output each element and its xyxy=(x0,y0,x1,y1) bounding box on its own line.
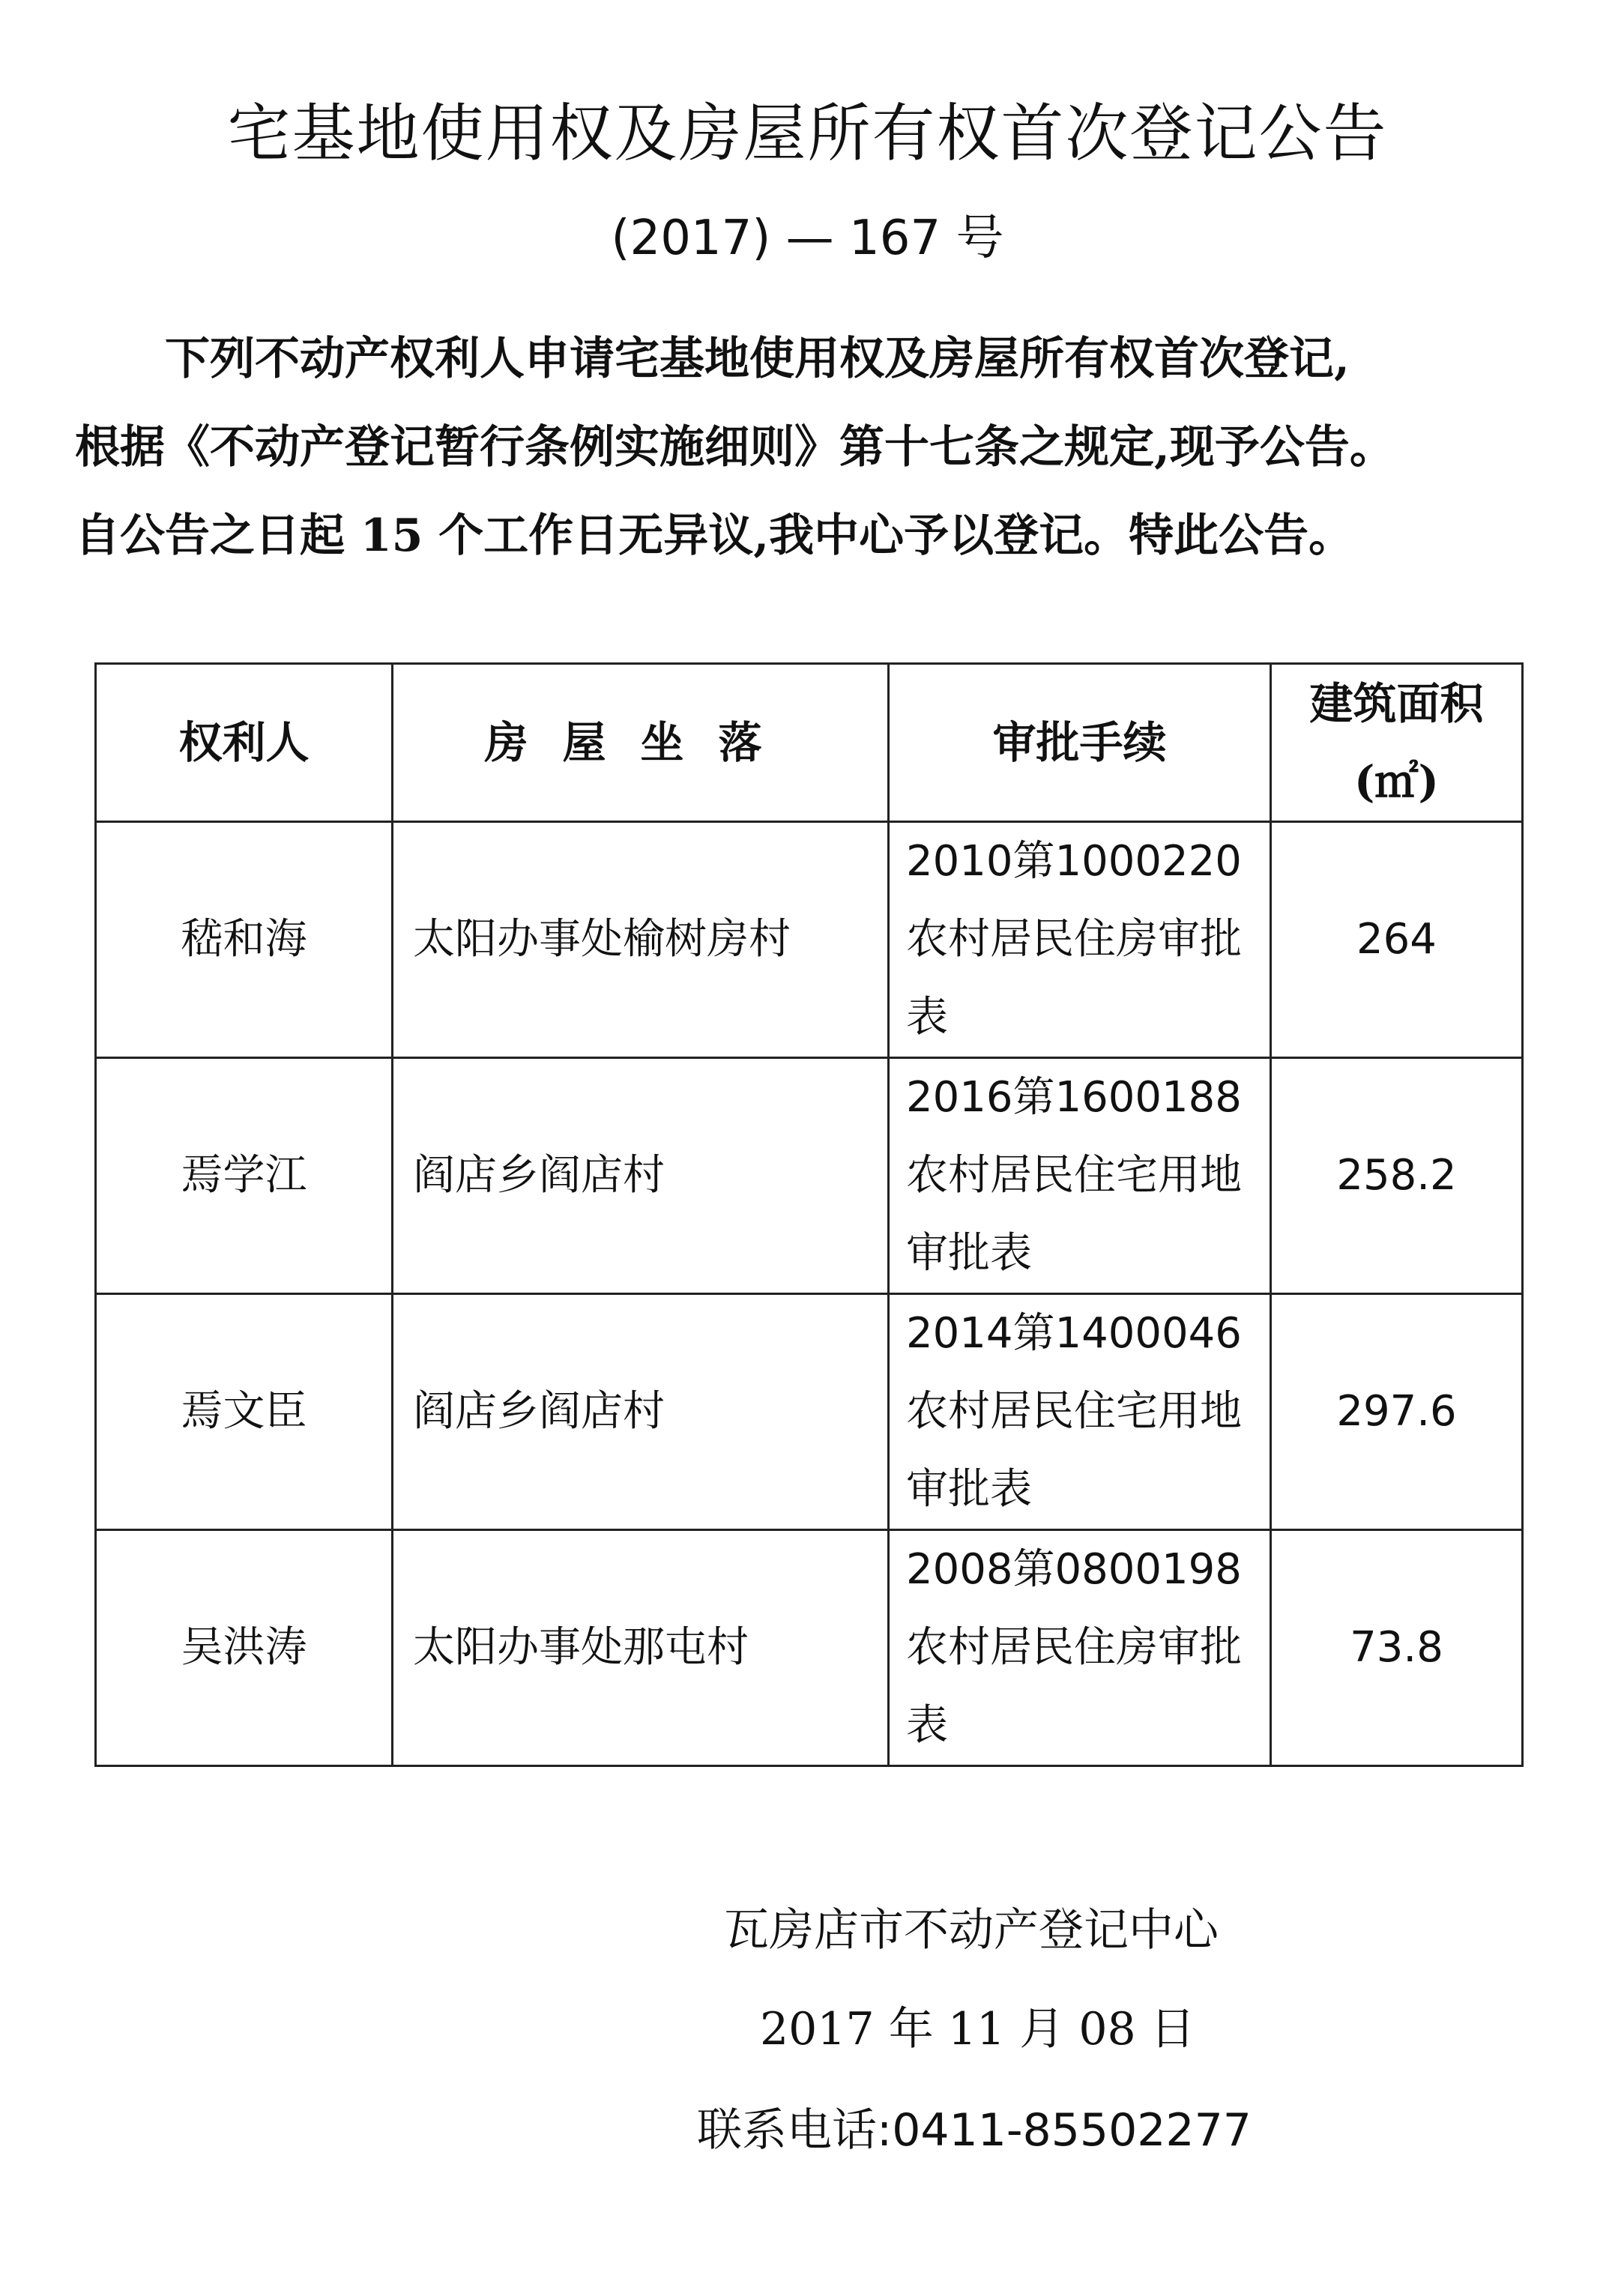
table-row xyxy=(96,1294,1523,1530)
cell-area: 264 xyxy=(1271,822,1523,1058)
cell-area: 73.8 xyxy=(1271,1530,1523,1766)
body-line-2: 根据《不动产登记暂行条例实施细则》第十七条之规定,现予公告。 xyxy=(75,421,1395,474)
cell-approval: 2010第1000220农村居民住房审批表 xyxy=(889,822,1271,1058)
header-area xyxy=(1271,664,1523,822)
header-owner: 权利人 xyxy=(96,664,393,822)
header-location xyxy=(393,664,889,822)
body-line-3: 自公告之日起 15 个工作日无异议,我中心予以登记。特此公告。 xyxy=(75,510,1354,562)
header-location-label: 房屋坐落 xyxy=(484,717,797,768)
header-approval: 审批手续 xyxy=(889,664,1271,822)
table-row xyxy=(96,1530,1523,1766)
issuing-organization: 瓦房店市不动产登记中心 xyxy=(724,1904,1219,1957)
header-area-label: 建筑面积 xyxy=(1309,678,1484,729)
table-header-row xyxy=(96,664,1523,822)
registration-table xyxy=(94,662,1524,1767)
cell-area: 258.2 xyxy=(1271,1058,1523,1294)
contact-phone: 联系电话:0411-85502277 xyxy=(697,2104,1252,2157)
notice-title: 宅基地使用权及房屋所有权首次登记公告 xyxy=(227,97,1388,170)
cell-approval: 2014第1400046农村居民住宅用地审批表 xyxy=(889,1294,1271,1530)
document-number: (2017) — 167 号 xyxy=(611,211,1004,266)
notice-body xyxy=(75,315,1544,580)
cell-approval: 2008第0800198农村居民住房审批表 xyxy=(889,1530,1271,1766)
cell-owner: 焉学江 xyxy=(96,1058,393,1294)
cell-owner: 嵇和海 xyxy=(96,822,393,1058)
cell-location: 太阳办事处榆树房村 xyxy=(393,822,889,1058)
cell-location: 太阳办事处那屯村 xyxy=(393,1530,889,1766)
cell-location: 阎店乡阎店村 xyxy=(393,1294,889,1530)
cell-owner: 焉文臣 xyxy=(96,1294,393,1530)
body-line-1: 下列不动产权利人申请宅基地使用权及房屋所有权首次登记, xyxy=(165,333,1350,385)
table-row xyxy=(96,1058,1523,1294)
table-row xyxy=(96,822,1523,1058)
cell-area: 297.6 xyxy=(1271,1294,1523,1530)
cell-owner: 吴洪涛 xyxy=(96,1530,393,1766)
cell-approval: 2016第1600188农村居民住宅用地审批表 xyxy=(889,1058,1271,1294)
issue-date: 2017 年 11 月 08 日 xyxy=(760,2003,1195,2055)
cell-location: 阎店乡阎店村 xyxy=(393,1058,889,1294)
header-area-unit: (㎡) xyxy=(1354,756,1439,807)
